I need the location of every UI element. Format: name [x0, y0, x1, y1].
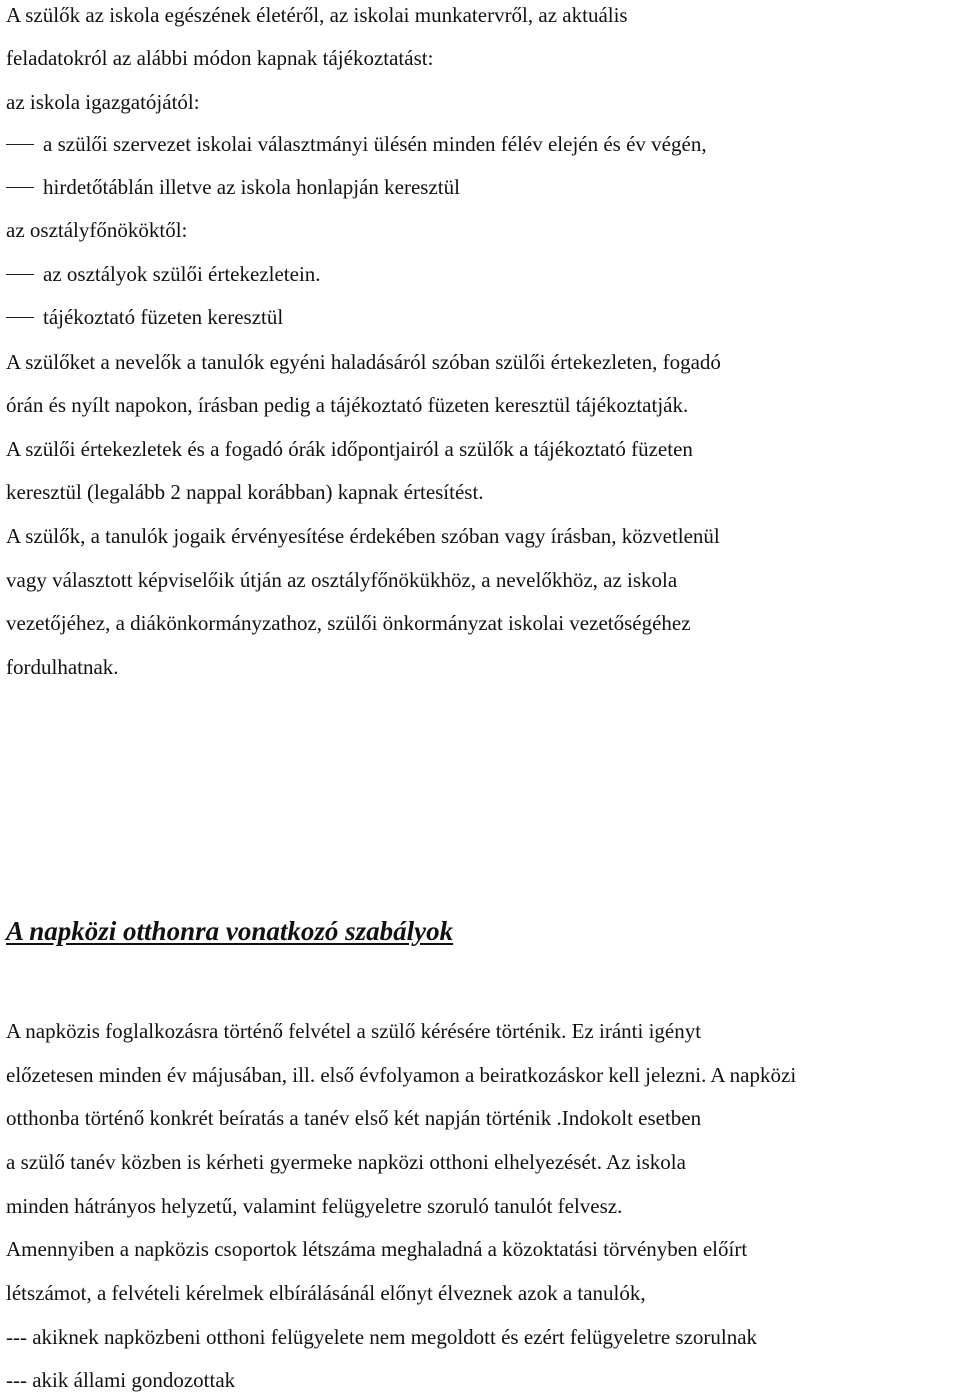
teacher-item-text: tájékoztató füzeten keresztül — [43, 305, 284, 329]
paragraph-line: A szülői értekezletek és a fogadó órák időpontjairól a szülők a tájékoztató füzeten — [6, 437, 693, 461]
principal-item-text: a szülői szervezet iskolai választmányi ülésén minden félév elején és év végén, — [43, 132, 707, 156]
napkozi-line: --- akik állami gondozottak — [6, 1368, 236, 1392]
teacher-item-text: az osztályok szülői értekezletein. — [43, 262, 321, 286]
principal-item — [6, 175, 460, 199]
intro-line-1: A szülők az iskola egészének életéről, az iskolai munkatervről, az aktuális — [6, 3, 628, 27]
paragraph-line: vagy választott képviselőik útján az osztályfőnökükhöz, a nevelőkhöz, az iskola — [6, 568, 678, 592]
dash-bullet-icon — [6, 144, 34, 145]
napkozi-line: létszámot, a felvételi kérelmek elbírálásánál előnyt élveznek azok a tanulók, — [6, 1281, 646, 1305]
napkozi-line: otthonba történő konkrét beíratás a tanév első két napján történik .Indokolt esetben — [6, 1106, 702, 1130]
from-principal-label: az iskola igazgatójától: — [6, 90, 200, 114]
napkozi-line: a szülő tanév közben is kérheti gyermeke napközi otthoni elhelyezését. Az iskola — [6, 1150, 686, 1174]
dash-bullet-icon — [6, 187, 34, 188]
teacher-item — [6, 262, 321, 286]
napkozi-line: A napközis foglalkozásra történő felvétel a szülő kérésére történik. Ez iránti igényt — [6, 1019, 702, 1043]
dash-bullet-icon — [6, 317, 34, 318]
paragraph-line: keresztül (legalább 2 nappal korábban) kapnak értesítést. — [6, 480, 484, 504]
napkozi-line: --- akiknek napközbeni otthoni felügyelete nem megoldott és ezért felügyeletre szorulnak — [6, 1325, 758, 1349]
napkozi-line: Amennyiben a napközis csoportok létszáma meghaladná a közoktatási törvényben előírt — [6, 1237, 748, 1261]
dash-bullet-icon — [6, 274, 34, 275]
napkozi-line: minden hátrányos helyzetű, valamint felügyeletre szoruló tanulót felvesz. — [6, 1194, 623, 1218]
paragraph-line: A szülők, a tanulók jogaik érvényesítése érdekében szóban vagy írásban, közvetlenül — [6, 524, 720, 548]
from-teachers-label: az osztályfőnököktől: — [6, 218, 188, 242]
section-heading: A napközi otthonra vonatkozó szabályok — [6, 916, 454, 946]
paragraph-line: órán és nyílt napokon, írásban pedig a tájékoztató füzeten keresztül tájékoztatják. — [6, 393, 689, 417]
paragraph-line: A szülőket a nevelők a tanulók egyéni haladásáról szóban szülői értekezleten, fogadó — [6, 350, 721, 374]
intro-line-2: feladatokról az alábbi módon kapnak tájékoztatást: — [6, 46, 434, 70]
napkozi-line: előzetesen minden év májusában, ill. első évfolyamon a beiratkozáskor kell jelezni. A napközi — [6, 1063, 797, 1087]
teacher-item — [6, 305, 283, 329]
principal-item-text: hirdetőtáblán illetve az iskola honlapján keresztül — [43, 175, 460, 199]
paragraph-line: fordulhatnak. — [6, 655, 119, 679]
principal-item — [6, 132, 707, 156]
paragraph-line: vezetőjéhez, a diákönkormányzathoz, szülői önkormányzat iskolai vezetőségéhez — [6, 611, 691, 635]
